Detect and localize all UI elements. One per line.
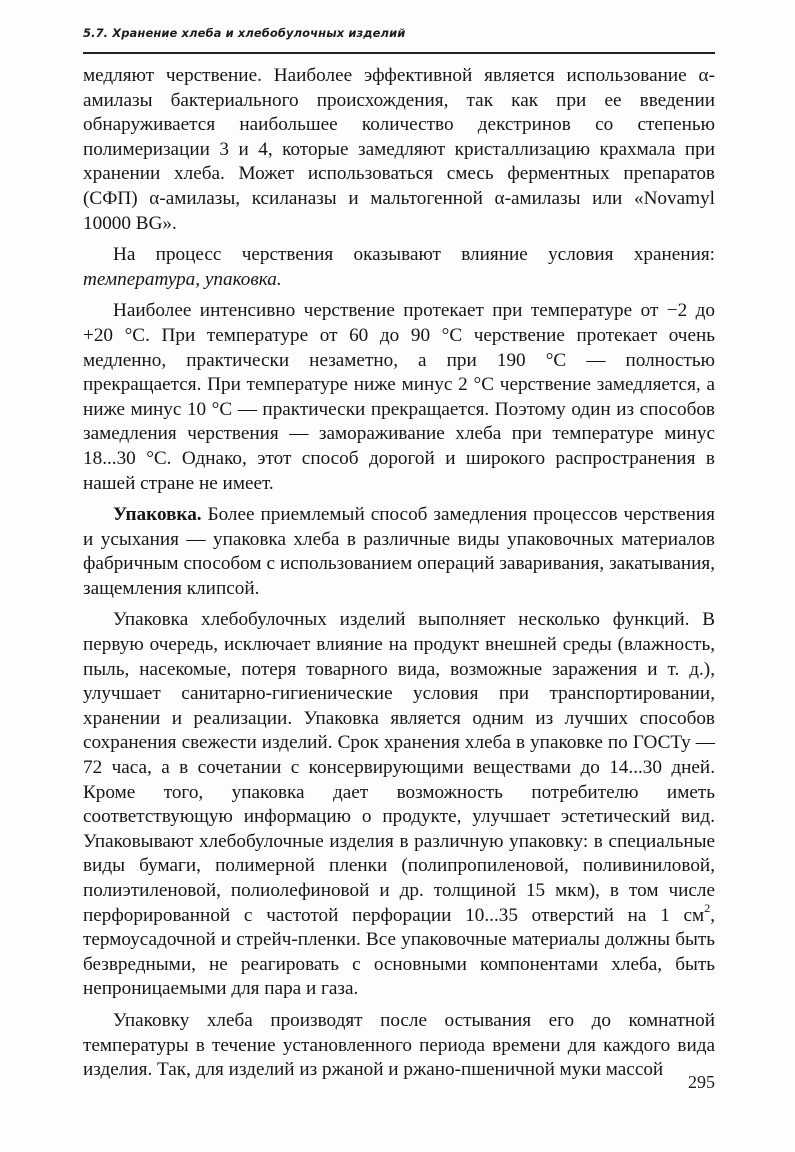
storage-conditions-intro: На процесс черствения оказывают влияние условия хранения:: [113, 244, 715, 266]
paragraph-packaging-timing: Упаковку хлеба производят после остывания его до комнатной температуры в течение установленного периода времени для каждого вида изделия. Так, для изделий из ржаной и ржано-пшеничной муки массой: [83, 1009, 715, 1081]
running-header-title: 5.7. Хранение хлеба и хлебобулочных изделий: [83, 26, 406, 40]
square-superscript: 2: [704, 901, 711, 916]
page-body: [83, 64, 715, 1090]
packaging-functions-text-1: Упаковка хлебобулочных изделий выполняет несколько функций. В первую очередь, исключает влияние на продукт внешней среды (влажность, пыль, насекомые, потеря товарного вида, возможные заражения и т. д.), улучшает санитарно-гигиенические условия при транспортировании, хранении и реализации. Упаковка является одним из лучших способов сохранения свежести изделий. Срок хранения хлеба в упаковке по ГОСТу — 72 часа, а в сочетании с консервирующими веществами до 14...30 дней. Кроме того, упаковка дает возможность потребителю иметь соответствующую информацию о продукте, улучшает эстетический вид. Упаковывают хлебобулочные изделия в различную упаковку: в специальные виды бумаги, полимерной пленки (полипропиленовой, поливиниловой, полиэтиленовой, полиолефиновой и др. толщиной 15 мкм), в том числе перфорированной с частотой перфорации 10...35 отверстий на 1 см: [83, 609, 715, 926]
header-rule: [83, 52, 715, 54]
packaging-text: Более приемлемый способ замедления процессов черствения и усыхания — упаковка хлеба в различные виды упаковочных материалов фабричным способом с использованием операций заваривания, закатывания, защемления клипсой.: [83, 504, 715, 599]
page-number: 295: [688, 1072, 715, 1092]
paragraph-packaging: [83, 503, 715, 601]
paragraph-temperature: Наиболее интенсивно черствение протекает при температуре от −2 до +20 °С. При температуре от 60 до 90 °С черствение протекает очень медленно, практически незаметно, а при 190 °С — полностью прекращается. При температуре ниже минус 2 °С черствение замедляется, а ниже минус 10 °С — практически прекращается. Поэтому один из способов замедления черствения — замораживание хлеба при температуре минус 18...30 °С. Однако, этот способ дорогой и широкого распространения в нашей стране не имеет.: [83, 300, 715, 494]
storage-conditions-emphasis: температура, упаковка.: [83, 268, 282, 290]
paragraph-packaging-functions: [83, 608, 715, 1002]
paragraph-enzymes: медляют черствение. Наиболее эффективной является использование α-амилазы бактериального происхождения, так как при ее введении обнаруживается наибольшее количество декстринов со степенью полимеризации 3 и 4, которые замедляют кристаллизацию крахмала при хранении хлеба. Может использоваться смесь ферментных препаратов (СФП) α-амилазы, ксиланазы и мальтогенной α-амилазы или «Novamyl 10000 BG».: [83, 65, 715, 234]
paragraph-storage-conditions: [83, 243, 715, 292]
packaging-heading: Упаковка.: [113, 504, 202, 526]
packaging-functions-text-2: , термоусадочной и стрейч-пленки. Все упаковочные материалы должны быть безвредными, не реагировать с основными компонентами хлеба, быть непроницаемыми для пара и газа.: [83, 904, 715, 1000]
